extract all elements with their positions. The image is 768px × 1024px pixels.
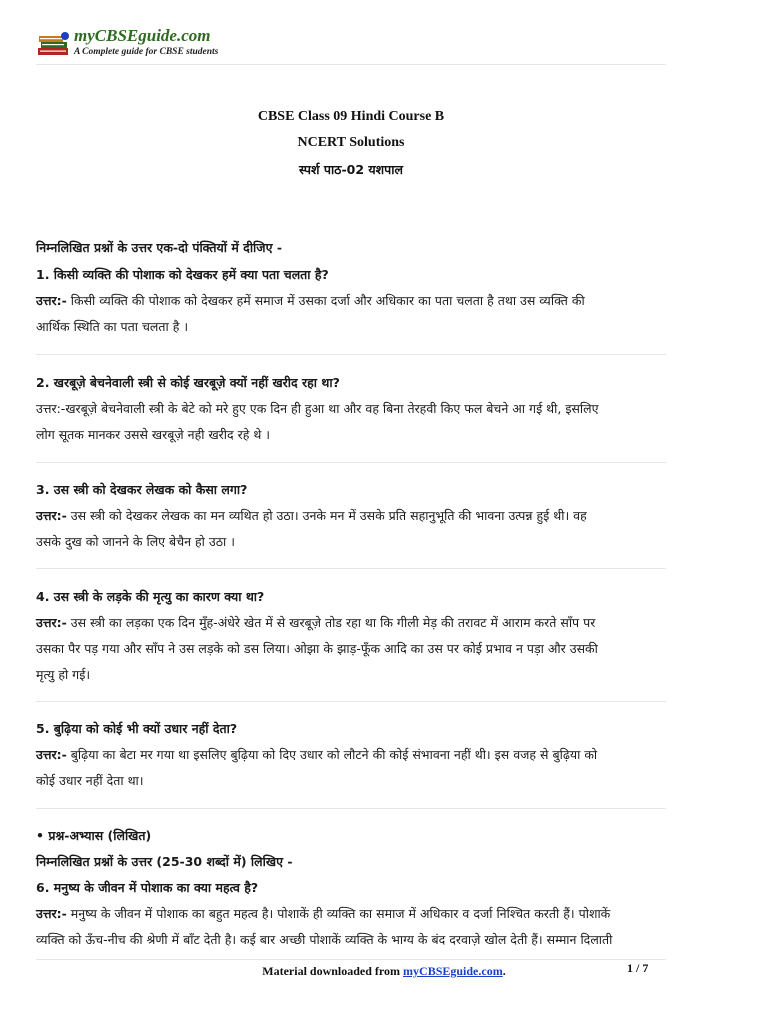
- question-2: 2. खरबूज़े बेचनेवाली स्त्री से कोई खरबूज़े क्यों नहीं खरीद रहा था?: [36, 375, 340, 390]
- answer-text: उस स्त्री का लड़का एक दिन मुँह-अंधेरे खेत में से खरबूज़े तोड रहा था कि गीली मेड़ की तरावट में आराम करते साँप पर: [66, 615, 596, 630]
- books-logo-icon: [36, 30, 72, 58]
- footer: [0, 964, 768, 979]
- answer-text: किसी व्यक्ति की पोशाक को देखकर हमें समाज में उसका दर्जा और अधिकार का पता चलता है तथा उस व्यक्ति की: [66, 293, 585, 308]
- section-heading: • प्रश्न-अभ्यास (लिखित): [36, 828, 152, 843]
- footer-suffix: .: [502, 964, 506, 978]
- divider: [36, 701, 666, 702]
- answer-text: उस स्त्री को देखकर लेखक का मन व्यथित हो उठा। उनके मन में उसके प्रति सहानुभूति की भावना उत्पन्न हुई थी। वह: [66, 508, 587, 523]
- answer-3-line-2: उसके दुख को जानने के लिए बेचैन हो उठा ।: [36, 534, 235, 549]
- answer-4-line-1: [36, 615, 676, 631]
- section-instruction-2: निम्नलिखित प्रश्नों के उत्तर (25-30 शब्दों में) लिखिए -: [36, 854, 293, 869]
- answer-6-line-1: [36, 906, 676, 922]
- answer-2-line-2: लोग सूतक मानकर उससे खरबूज़े नही खरीद रहे थे ।: [36, 427, 271, 442]
- footer-text: Material downloaded from: [262, 964, 404, 978]
- answer-label: उत्तर:-: [36, 906, 67, 921]
- logo-name: myCBSEguide.com: [74, 26, 211, 45]
- answer-label: उत्तर:-: [36, 293, 67, 308]
- doc-title-subject: NCERT Solutions: [297, 135, 405, 150]
- answer-text: मनुष्य के जीवन में पोशाक का बहुत महत्व है। पोशाकें ही व्यक्ति का समाज में अधिकार व दर्जा निश्चित करती हैं। पोशाकें: [66, 906, 611, 921]
- divider: [36, 568, 666, 569]
- doc-title-class: CBSE Class 09 Hindi Course B: [257, 109, 445, 124]
- answer-5-line-2: कोई उधार नहीं देता था।: [36, 773, 144, 788]
- question-5: 5. बुढ़िया को कोई भी क्यों उधार नहीं देता?: [36, 721, 238, 736]
- question-3: 3. उस स्त्री को देखकर लेखक को कैसा लगा?: [36, 482, 248, 497]
- answer-6-line-2: व्यक्ति को ऊँच-नीच की श्रेणी में बाँट देती है। कई बार अच्छी पोशाकें व्यक्ति के भाग्य के बंद दरवाज़े खोल देती हैं। सम्मान दिलाती: [36, 932, 613, 947]
- answer-4-line-3: मृत्यु हो गई।: [36, 667, 91, 682]
- divider: [36, 354, 666, 355]
- answer-label: उत्तर:-: [36, 747, 67, 762]
- answer-5-line-1: [36, 747, 676, 763]
- answer-label: उत्तर:-: [36, 615, 67, 630]
- site-logo[interactable]: [36, 26, 256, 62]
- header-divider: [36, 64, 666, 65]
- question-4: 4. उस स्त्री के लड़के की मृत्यु का कारण क्या था?: [36, 589, 265, 604]
- answer-text: बुढ़िया का बेटा मर गया था इसलिए बुढ़िया को दिए उधार को लौटने की कोई संभावना नहीं थी। इस वजह से बुढ़िया को: [66, 747, 598, 762]
- divider: [36, 462, 666, 463]
- answer-2-line-1: उत्तर:-खरबूज़े बेचनेवाली स्त्री के बेटे को मरे हुए एक दिन ही हुआ था और वह बिना तेरहवी किए फल बेचने आ गई थी, इसलिए: [36, 401, 599, 416]
- answer-label: उत्तर:-: [36, 508, 67, 523]
- question-1: 1. किसी व्यक्ति की पोशाक को देखकर हमें क्या पता चलता है?: [36, 267, 329, 282]
- divider: [36, 808, 666, 809]
- answer-4-line-2: उसका पैर पड़ गया और साँप ने उस लड़के को डस लिया। ओझा के झाड़-फूँक आदि का उस पर कोई प्रभाव न पड़ा और उसकी: [36, 641, 598, 656]
- section-instruction: निम्नलिखित प्रश्नों के उत्तर एक-दो पंक्तियों में दीजिए -: [36, 240, 283, 255]
- answer-3-line-1: [36, 508, 676, 524]
- answer-1-line-2: आर्थिक स्थिति का पता चलता है ।: [36, 319, 189, 334]
- footer-divider: [36, 959, 666, 960]
- page-number: 1 / 7: [627, 961, 649, 975]
- question-6: 6. मनुष्य के जीवन में पोशाक का क्या महत्व है?: [36, 880, 259, 895]
- doc-title-chapter: स्पर्श पाठ-02 यशपाल: [299, 162, 403, 177]
- footer-link[interactable]: myCBSEguide.com: [403, 964, 503, 978]
- answer-1-line-1: [36, 293, 676, 309]
- logo-tagline: A Complete guide for CBSE students: [74, 47, 219, 57]
